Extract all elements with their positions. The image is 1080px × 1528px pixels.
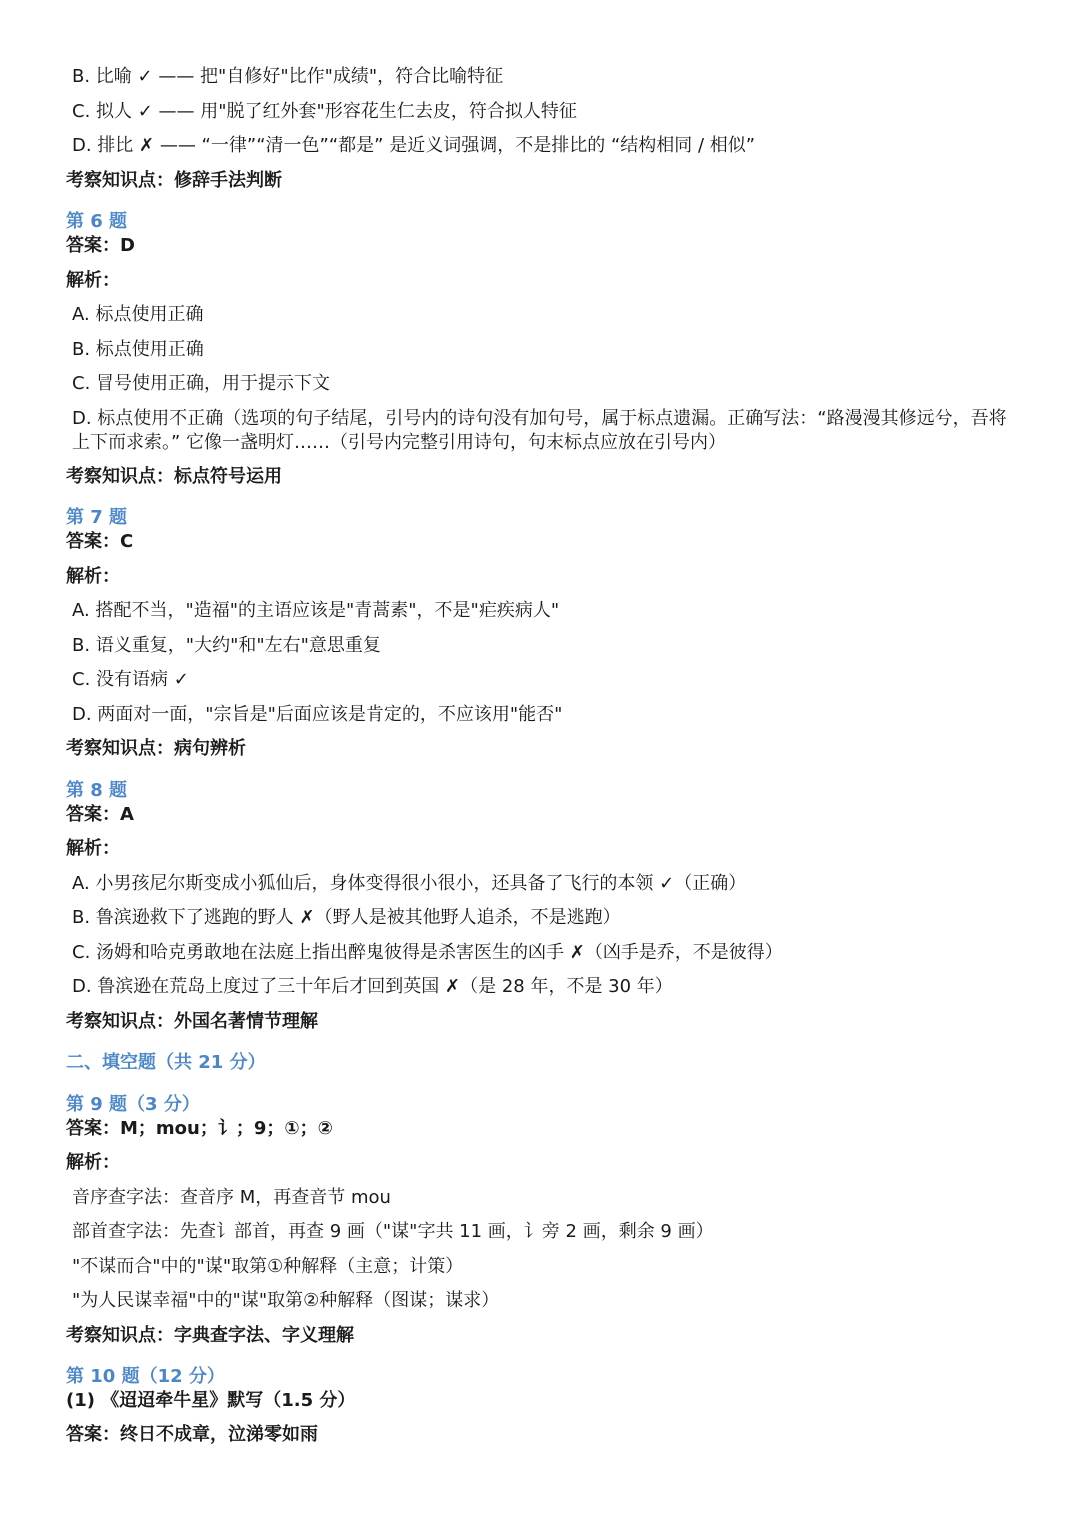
q8-option-c: C. 汤姆和哈克勇敢地在法庭上指出醉鬼彼得是杀害医生的凶手 ✗（凶手是乔，不是彼得）	[72, 942, 783, 963]
q7-option-d: D. 两面对一面，"宗旨是"后面应该是肯定的，不应该用"能否"	[72, 704, 563, 725]
q5-option-d: D. 排比 ✗ —— “一律”“清一色”“都是” 是近义词强调，不是排比的 “结构相同 / 相似”	[72, 135, 756, 156]
q8-title: 第 8 题	[66, 780, 128, 801]
q10-title: 第 10 题（12 分）	[66, 1366, 225, 1387]
q7-option-a: A. 搭配不当，"造福"的主语应该是"青蒿素"，不是"疟疾病人"	[72, 600, 560, 621]
q8-knowledge: 考察知识点：外国名著情节理解	[66, 1011, 318, 1032]
q6-answer: 答案：D	[66, 235, 135, 256]
q5-knowledge: 考察知识点：修辞手法判断	[66, 170, 282, 191]
q6-option-b: B. 标点使用正确	[72, 339, 204, 360]
q9-line-2: 部首查字法：先查讠部首，再查 9 画（"谋"字共 11 画，讠旁 2 画，剩余 9 画）	[72, 1221, 714, 1242]
q9-line-4: "为人民谋幸福"中的"谋"取第②种解释（图谋；谋求）	[72, 1290, 500, 1311]
q9-line-3: "不谋而合"中的"谋"取第①种解释（主意；计策）	[72, 1256, 464, 1277]
q8-analysis-label: 解析：	[66, 838, 120, 859]
q6-title: 第 6 题	[66, 211, 128, 232]
q9-title: 第 9 题（3 分）	[66, 1094, 200, 1115]
q10-answer-1: 答案：终日不成章，泣涕零如雨	[66, 1424, 318, 1445]
q7-title: 第 7 题	[66, 507, 128, 528]
q10-sub-1: (1) 《迢迢牵牛星》默写（1.5 分）	[66, 1390, 356, 1411]
q7-analysis-label: 解析：	[66, 566, 120, 587]
q9-analysis-label: 解析：	[66, 1152, 120, 1173]
q9-line-1: 音序查字法：查音序 M，再查音节 mou	[72, 1187, 391, 1208]
q8-option-d: D. 鲁滨逊在荒岛上度过了三十年后才回到英国 ✗（是 28 年，不是 30 年）	[72, 976, 673, 997]
q8-option-a: A. 小男孩尼尔斯变成小狐仙后，身体变得很小很小，还具备了飞行的本领 ✓（正确）	[72, 873, 747, 894]
q5-option-b: B. 比喻 ✓ —— 把"自修好"比作"成绩"，符合比喻特征	[72, 66, 504, 87]
q8-option-b: B. 鲁滨逊救下了逃跑的野人 ✗（野人是被其他野人追杀，不是逃跑）	[72, 907, 621, 928]
section-2-title: 二、填空题（共 21 分）	[66, 1052, 266, 1073]
q8-answer: 答案：A	[66, 804, 134, 825]
q6-option-a: A. 标点使用正确	[72, 304, 204, 325]
q5-option-c: C. 拟人 ✓ —— 用"脱了红外套"形容花生仁去皮，符合拟人特征	[72, 101, 577, 122]
q9-answer: 答案：M；mou；讠；9；①；②	[66, 1118, 333, 1139]
q6-knowledge: 考察知识点：标点符号运用	[66, 466, 282, 487]
q6-option-c: C. 冒号使用正确，用于提示下文	[72, 373, 331, 394]
q6-analysis-label: 解析：	[66, 270, 120, 291]
q6-option-d: D. 标点使用不正确（选项的句子结尾，引号内的诗句没有加句号，属于标点遗漏。正确写法：“路漫漫其修远兮，吾将上下而求索。” 它像一盏明灯……（引号内完整引用诗句，句末标点应放在引号内）	[72, 408, 1007, 453]
q7-option-b: B. 语义重复，"大约"和"左右"意思重复	[72, 635, 381, 656]
q7-answer: 答案：C	[66, 531, 134, 552]
q7-option-c: C. 没有语病 ✓	[72, 669, 189, 690]
q7-knowledge: 考察知识点：病句辨析	[66, 738, 246, 759]
q9-knowledge: 考察知识点：字典查字法、字义理解	[66, 1325, 354, 1346]
